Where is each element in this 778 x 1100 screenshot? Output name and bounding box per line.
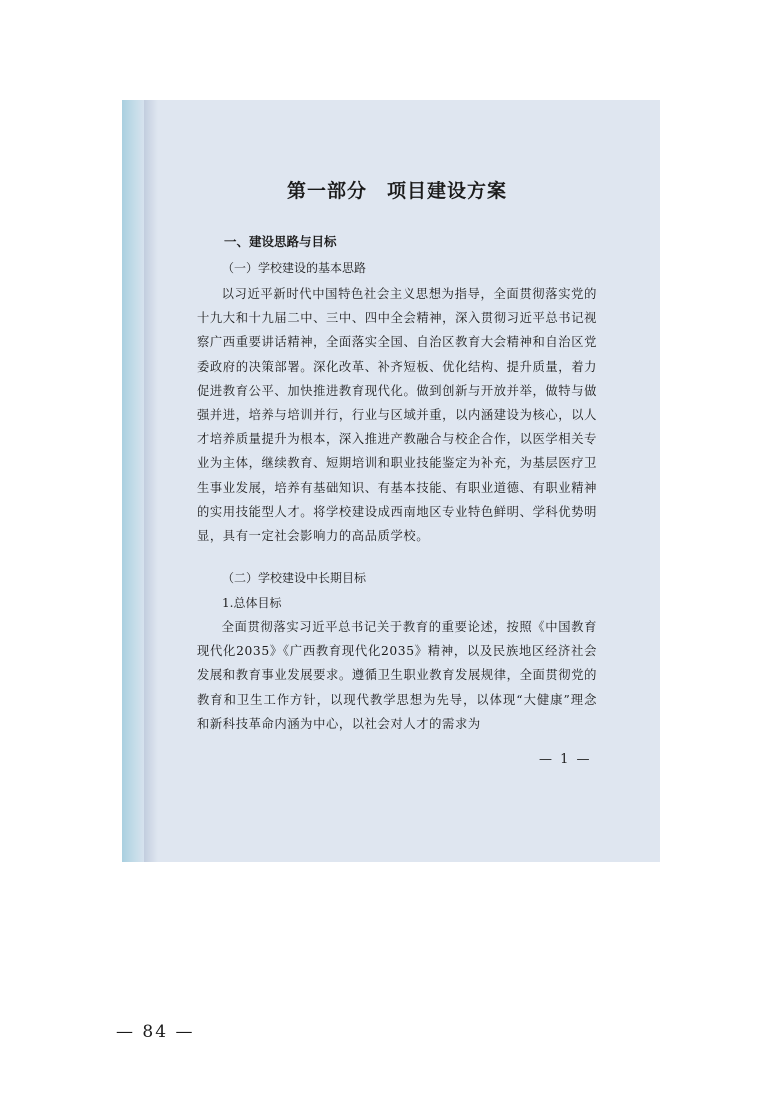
subsection-heading-2: （二）学校建设中长期目标 [222, 571, 367, 585]
binding-edge [122, 100, 144, 862]
outer-page-number: — 84 — [116, 1022, 195, 1042]
binding-shadow [144, 100, 158, 862]
section-heading: 一、建设思路与目标 [224, 234, 337, 249]
numbered-item-1: 1.总体目标 [222, 596, 282, 610]
paragraph-1: 以习近平新时代中国特色社会主义思想为指导，全面贯彻落实党的十九大和十九届二中、三中、四中全会精神，深入贯彻习近平总书记视察广西重要讲话精神，全面落实全国、自治区教育大会精神和自治区党委政府的决策部署。深化改革、补齐短板、优化结构、提升质量，着力促进教育公平、加快推进教育现代化。做到创新与开放并举，做特与做强并进，培养与培训并行，行业与区域并重，以内涵建设为核心，以人才培养质量提升为根本，深入推进产教融合与校企合作，以医学相关专业为主体，继续教育、短期培训和职业技能鉴定为补充，为基层医疗卫生事业发展，培养有基础知识、有基本技能、有职业道德、有职业精神的实用技能型人才。将学校建设成西南地区专业特色鲜明、学科优势明显，具有一定社会影响力的高品质学校。 [197, 287, 597, 544]
inner-page-number: — 1 — [539, 752, 592, 767]
page-content [197, 100, 597, 862]
subsection-heading-1: （一）学校建设的基本思路 [222, 261, 367, 275]
document-title: 第一部分 项目建设方案 [286, 180, 507, 202]
scanned-page [122, 100, 660, 862]
paragraph-2: 全面贯彻落实习近平总书记关于教育的重要论述，按照《中国教育现代化2035》《广西教育现代化2035》精神，以及民族地区经济社会发展和教育事业发展要求。遵循卫生职业教育发展规律，全面贯彻党的教育和卫生工作方针，以现代教学思想为先导，以体现“大健康”理念和新科技革命内涵为中心，以社会对人才的需求为 [197, 620, 597, 731]
